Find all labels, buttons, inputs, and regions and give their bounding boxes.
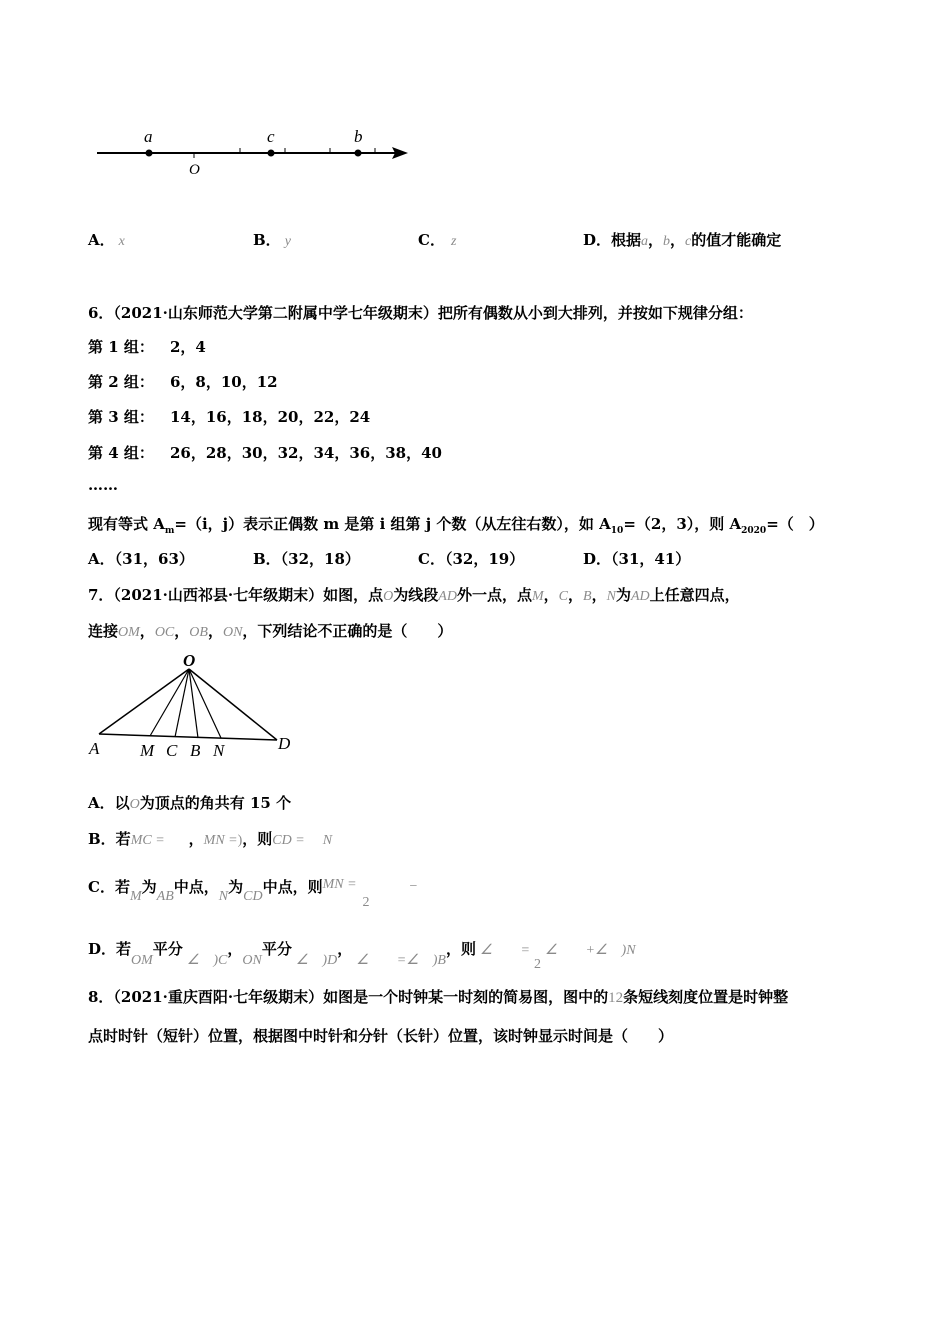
- number-line-figure: [90, 118, 420, 186]
- segment-ad: [99, 734, 277, 740]
- q6-group-2: 第 2 组： 6，8，10，12: [88, 373, 278, 391]
- fig-label-d: D: [278, 734, 291, 753]
- label-o: O: [189, 162, 200, 178]
- q6-option-c: C．（32，19）: [418, 550, 525, 568]
- q8-stem-line2: 点时时针（短针）位置，根据图中时针和分针（长针）位置，该时钟显示时间是（ ）: [88, 1027, 674, 1045]
- q7-option-b: B．若MC = ，MN =)，则CD = N: [88, 830, 333, 848]
- q5-option-c: C． z: [418, 231, 457, 249]
- q6-option-b: B．（32，18）: [253, 550, 360, 568]
- q5-option-b: B． y: [253, 231, 291, 249]
- label-a: a: [144, 127, 153, 146]
- q7-option-c: C．若M为AB中点，N为CD中点，则MN =2−: [88, 877, 418, 910]
- segment-om: [150, 669, 189, 736]
- label-c: c: [267, 127, 275, 146]
- q6-option-d: D．（31，41）: [583, 550, 691, 568]
- segment-od: [189, 669, 277, 740]
- fig-label-n: N: [213, 741, 225, 760]
- q8-stem-line1: 8．（2021·重庆酉阳·七年级期末）如图是一个时钟某一时刻的简易图，图中的12条短线刻度位置是时钟整: [88, 988, 789, 1006]
- label-b: b: [354, 127, 363, 146]
- fig-label-m: M: [140, 741, 155, 760]
- q6-condition: 现有等式 $A_m=(i$，j）表示正偶数 m 是第 i 组第 j 个数（从左往右数），如 $A_{10}=(2$，3），则 $A_{2020}=$（ ）: [88, 515, 824, 536]
- segment-oc: [175, 669, 189, 737]
- q7-triangle-figure: [85, 648, 305, 763]
- q6-group-3: 第 3 组： 14，16，18，20，22，24: [88, 408, 371, 426]
- q7-option-a: A．以O为顶点的角共有 15 个: [88, 794, 292, 812]
- fig-label-o: O: [183, 651, 196, 670]
- q5-option-a: A． x: [88, 231, 125, 249]
- point-c: [268, 150, 275, 157]
- fig-label-c: C: [166, 741, 178, 760]
- point-a: [146, 150, 153, 157]
- point-b: [355, 150, 362, 157]
- fig-label-a: A: [89, 739, 100, 758]
- q5-option-d: D．根据a，b，c的值才能确定: [583, 231, 782, 249]
- q6-option-a: A．（31，63）: [88, 550, 194, 568]
- q7-option-d: D．若OM平分∠ )C，ON平分∠ )D，∠ =∠ )B，则 ∠ =2∠ +∠ )N: [88, 940, 636, 972]
- q6-stem: 6．（2021·山东师范大学第二附属中学七年级期末）把所有偶数从小到大排列，并按如下规律分组：: [88, 304, 753, 322]
- q7-stem-line1: 7．（2021·山西祁县·七年级期末）如图，点O为线段AD外一点，点M，C，B，N为AD上任意四点，: [88, 586, 740, 604]
- segment-oa: [99, 669, 189, 734]
- q6-group-1: 第 1 组： 2，4: [88, 338, 206, 356]
- q6-ellipsis: ……: [88, 476, 118, 494]
- fig-label-b: B: [190, 741, 201, 760]
- q6-group-4: 第 4 组： 26，28，30，32，34，36，38，40: [88, 444, 442, 462]
- q7-stem-line2: 连接OM，OC，OB，ON，下列结论不正确的是（ ）: [88, 622, 453, 640]
